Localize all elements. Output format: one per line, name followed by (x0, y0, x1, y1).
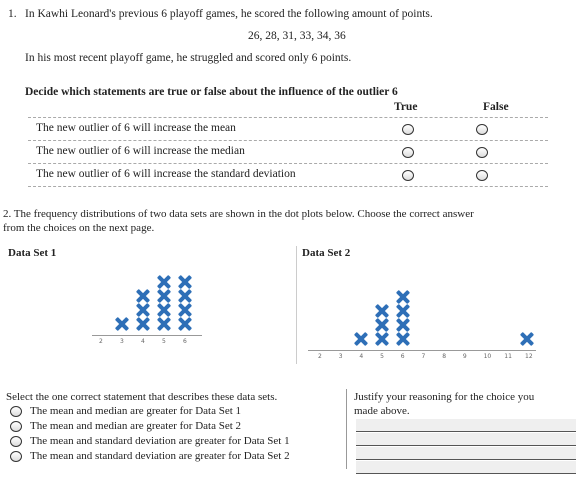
plot2-tick-label: 4 (359, 353, 364, 360)
plot1-point (157, 303, 171, 317)
plot2-point (375, 304, 389, 318)
plot2-tick-label: 3 (338, 353, 343, 360)
plot-divider (296, 246, 297, 364)
plot1-point (178, 317, 192, 331)
plot1-point (115, 317, 129, 331)
statement-2: The new outlier of 6 will increase the median (36, 145, 245, 157)
radio-false-1[interactable] (476, 124, 488, 135)
q1-recent: In his most recent playoff game, he struggled and scored only 6 points. (25, 52, 352, 64)
statement-1: The new outlier of 6 will increase the mean (36, 122, 236, 134)
q2-text-2: from the choices on the next page. (3, 222, 155, 234)
plot2-tick-label: 8 (442, 353, 447, 360)
radio-true-3[interactable] (402, 170, 414, 181)
statement-row-1 (28, 117, 548, 140)
q1-number: 1. (8, 8, 17, 20)
option-1-label: The mean and median are greater for Data Set 1 (30, 405, 242, 417)
plot2-axis (308, 350, 536, 351)
data-set-2-label: Data Set 2 (302, 247, 351, 259)
option-3-label: The mean and standard deviation are greater for Data Set 1 (30, 435, 290, 447)
plot1-point (178, 303, 192, 317)
plot2-tick-label: 7 (421, 353, 426, 360)
plot2-tick-label: 10 (483, 353, 492, 360)
plot2-point (396, 290, 410, 304)
option-4-radio[interactable] (10, 451, 22, 462)
q1-instruction: Decide which statements are true or false about the influence of the outlier 6 (25, 86, 398, 98)
plot2-tick-label: 9 (462, 353, 467, 360)
statement-row-3 (28, 163, 548, 187)
justify-text-1: Justify your reasoning for the choice you (354, 391, 535, 403)
plot2-point (396, 332, 410, 346)
plot1-point (157, 275, 171, 289)
plot2-tick-label: 11 (504, 353, 512, 360)
plot2-point (396, 304, 410, 318)
plot1-tick-label: 2 (99, 338, 103, 345)
plot1-tick-label: 5 (162, 338, 166, 345)
q1-scores: 26, 28, 31, 33, 34, 36 (248, 30, 346, 42)
radio-true-2[interactable] (402, 147, 414, 158)
radio-false-2[interactable] (476, 147, 488, 158)
answer-line-2[interactable] (356, 433, 576, 446)
plot1-tick-label: 3 (120, 338, 124, 345)
option-2-radio[interactable] (10, 421, 22, 432)
plot2-point (396, 318, 410, 332)
statement-row-2 (28, 140, 548, 163)
plot1-tick-label: 6 (183, 338, 187, 345)
answer-line-4[interactable] (356, 461, 576, 474)
plot1-point (136, 303, 150, 317)
plot1-axis (92, 335, 202, 336)
radio-true-1[interactable] (402, 124, 414, 135)
plot2-point (354, 332, 368, 346)
data-set-1-label: Data Set 1 (8, 247, 57, 259)
option-1-radio[interactable] (10, 406, 22, 417)
plot2-tick-label: 6 (400, 353, 405, 360)
plot2-point (520, 332, 534, 346)
radio-false-3[interactable] (476, 170, 488, 181)
option-3-radio[interactable] (10, 436, 22, 447)
plot1-point (157, 317, 171, 331)
answer-line-3[interactable] (356, 447, 576, 460)
plot1-point (157, 289, 171, 303)
plot1-point (136, 317, 150, 331)
q2-text-1: 2. The frequency distributions of two data sets are shown in the dot plots below. Choose the correct answer (3, 208, 474, 220)
answer-line-1[interactable] (356, 419, 576, 432)
col-false: False (483, 101, 509, 113)
plot2-tick-label: 12 (525, 353, 533, 360)
plot1-point (178, 289, 192, 303)
option-2-label: The mean and median are greater for Data Set 2 (30, 420, 242, 432)
q1-text: In Kawhi Leonard's previous 6 playoff games, he scored the following amount of points. (25, 8, 433, 20)
plot2-point (375, 332, 389, 346)
plot2-tick-label: 2 (318, 353, 322, 360)
justify-text-2: made above. (354, 405, 410, 417)
statement-3: The new outlier of 6 will increase the standard deviation (36, 168, 296, 180)
plot1-point (136, 289, 150, 303)
plot2-point (375, 318, 389, 332)
select-instruction: Select the one correct statement that describes these data sets. (6, 391, 278, 403)
plot2-tick-label: 5 (380, 353, 384, 360)
section-divider (346, 389, 347, 469)
plot1-tick-label: 4 (141, 338, 145, 345)
option-4-label: The mean and standard deviation are greater for Data Set 2 (30, 450, 290, 462)
plot1-point (178, 275, 192, 289)
col-true: True (394, 101, 418, 113)
